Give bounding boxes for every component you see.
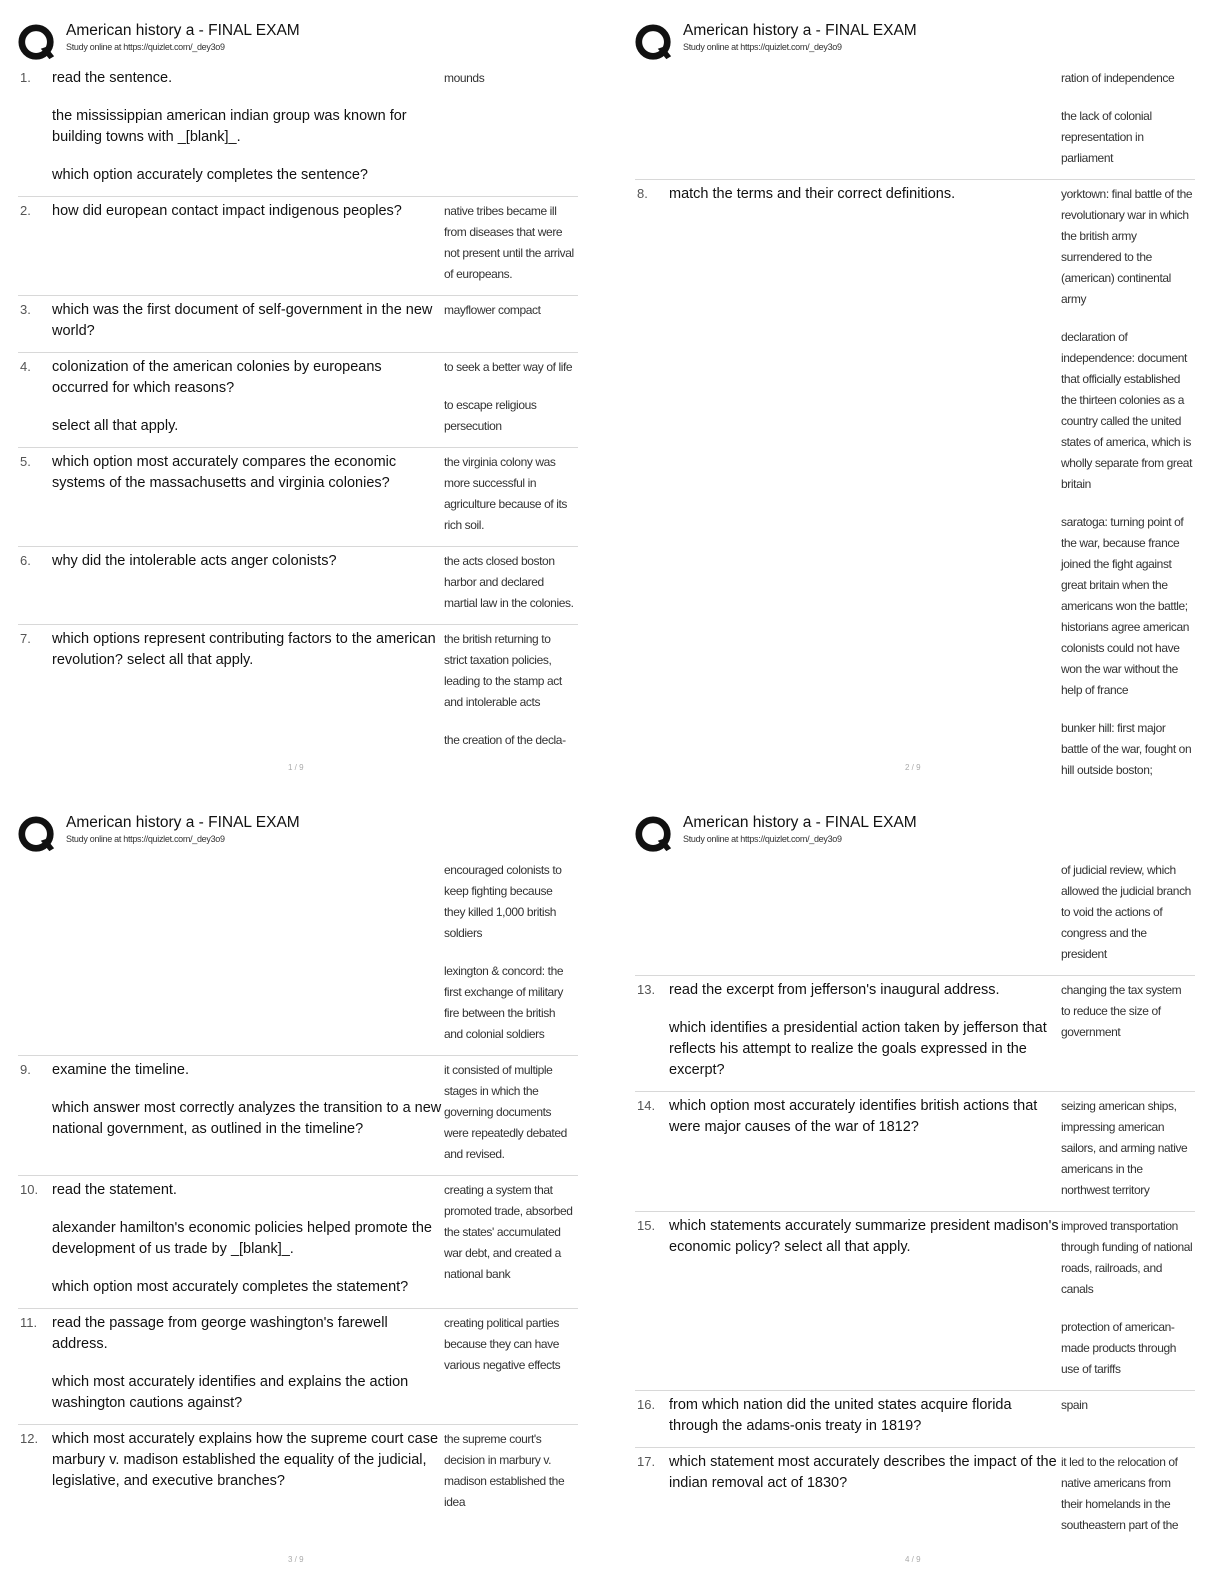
continued-answer [1059, 856, 1193, 975]
answer-text [442, 1056, 576, 1175]
continued-answer-row [18, 856, 578, 1055]
question-number: 5. [20, 454, 31, 469]
answer-paragraph: the creation of the decla- [444, 733, 566, 747]
question-paragraph: match the terms and their correct definitions. [669, 186, 956, 202]
question-number: 14. [637, 1098, 656, 1113]
question-paragraph: which answer most correctly analyzes the transition to a new national government, as outlined in the timeline? [52, 1100, 442, 1137]
question-text [52, 353, 442, 447]
question-number: 2. [20, 203, 31, 218]
page-title: American history a - FINAL EXAM [66, 814, 300, 831]
question-paragraph: which identifies a presidential action taken by jefferson that reflects his attempt to realize the goals expressed in the excerpt? [669, 1020, 1047, 1078]
question-paragraph: read the statement. [52, 1182, 177, 1198]
answer-paragraph: the british returning to strict taxation policies, leading to the stamp act and intolerable acts [444, 632, 562, 709]
question-row [18, 546, 578, 624]
question-row [635, 179, 1195, 791]
question-row [18, 624, 578, 761]
answer-text [1059, 976, 1193, 1091]
answer-paragraph: mounds [444, 71, 485, 85]
document-page-1 [18, 20, 578, 780]
answer-text [442, 547, 576, 624]
answer-text [442, 1425, 576, 1523]
page-header [18, 812, 578, 854]
page-title: American history a - FINAL EXAM [683, 22, 917, 39]
question-paragraph: read the excerpt from jefferson's inaugural address. [669, 982, 1000, 998]
question-row [18, 1175, 578, 1308]
question-row [635, 1447, 1195, 1546]
question-row [18, 64, 578, 196]
page-number: 2 / 9 [905, 763, 921, 772]
question-number: 9. [20, 1062, 31, 1077]
question-row [18, 1424, 578, 1523]
answer-text [442, 197, 576, 295]
question-paragraph: which option accurately completes the sentence? [52, 167, 368, 183]
question-paragraph: examine the timeline. [52, 1062, 190, 1078]
answer-paragraph: changing the tax system to reduce the size of government [1061, 983, 1182, 1039]
answer-paragraph: mayflower compact [444, 303, 541, 317]
question-text [669, 180, 1059, 791]
answer-paragraph: it consisted of multiple stages in which the governing documents were repeatedly debated and revised. [444, 1063, 567, 1161]
answer-text [1059, 180, 1193, 791]
question-number: 17. [637, 1454, 656, 1469]
answer-paragraph: yorktown: final battle of the revolutionary war in which the british army surrendered to the (american) continental army [1061, 187, 1193, 306]
question-text [52, 448, 442, 546]
answer-paragraph: seizing american ships, impressing american sailors, and arming native americans in the northwest territory [1061, 1099, 1188, 1197]
question-text [52, 547, 442, 624]
page-title: American history a - FINAL EXAM [683, 814, 917, 831]
quizlet-logo-icon [18, 816, 56, 854]
answer-text: ration of independence [1061, 71, 1175, 85]
question-number: 12. [20, 1431, 39, 1446]
answer-text [1059, 1212, 1193, 1390]
answer-paragraph: creating political parties because they can have various negative effects [444, 1316, 561, 1372]
question-row [18, 295, 578, 352]
question-row [18, 447, 578, 546]
question-text [52, 1176, 442, 1308]
page-subtitle: Study online at https://quizlet.com/_dey3o9 [683, 834, 842, 844]
page-header [635, 20, 1195, 62]
continued-answer-row [635, 856, 1195, 975]
answer-paragraph: native tribes became ill from diseases that were not present until the arrival of europeans. [444, 204, 574, 281]
answer-text: the lack of colonial representation in parliament [1061, 109, 1152, 165]
document-page-3 [18, 812, 578, 1572]
answer-paragraph: the acts closed boston harbor and declared martial law in the colonies. [444, 554, 574, 610]
question-number: 1. [20, 70, 31, 85]
page-number: 1 / 9 [288, 763, 304, 772]
question-paragraph: from which nation did the united states acquire florida through the adams-onis treaty in 1819? [669, 1397, 1012, 1434]
question-text [52, 1056, 442, 1175]
document-page-2 [635, 20, 1195, 780]
page-subtitle: Study online at https://quizlet.com/_dey3o9 [683, 42, 842, 52]
question-list [18, 64, 578, 761]
question-number: 6. [20, 553, 31, 568]
question-paragraph: which option most accurately completes the statement? [52, 1279, 409, 1295]
answer-paragraph: improved transportation through funding of national roads, railroads, and canals [1061, 1219, 1193, 1296]
question-text [669, 1092, 1059, 1211]
question-text [669, 1212, 1059, 1390]
page-subtitle: Study online at https://quizlet.com/_dey3o9 [66, 834, 225, 844]
question-paragraph: read the sentence. [52, 70, 173, 86]
question-list [18, 856, 578, 1523]
question-number: 15. [637, 1218, 656, 1233]
quizlet-logo-icon [18, 24, 56, 62]
answer-text [1059, 1391, 1193, 1447]
question-number: 11. [20, 1315, 38, 1330]
question-row [18, 352, 578, 447]
question-paragraph: which most accurately explains how the supreme court case marbury v. madison established the equality of the judicial, legislative, and executive branches? [52, 1431, 439, 1489]
answer-text [442, 448, 576, 546]
question-text [52, 296, 442, 352]
continued-answer [1059, 64, 1193, 179]
quizlet-logo-icon [635, 24, 673, 62]
answer-paragraph: saratoga: turning point of the war, because france joined the fight against great britain when the americans won the battle; historians agree american colonists could not have won the war without the help of france [1061, 515, 1190, 697]
question-paragraph: the mississippian american indian group was known for building towns with _[blank]_. [52, 108, 407, 145]
question-paragraph: colonization of the american colonies by europeans occurred for which reasons? [52, 359, 382, 396]
continued-answer-row [635, 64, 1195, 179]
answer-text [442, 64, 576, 196]
question-row [18, 1308, 578, 1424]
answer-text: of judicial review, which allowed the judicial branch to void the actions of congress and the president [1061, 863, 1191, 961]
question-text [52, 64, 442, 196]
answer-paragraph: spain [1061, 1398, 1088, 1412]
answer-text: encouraged colonists to keep fighting because they killed 1,000 british soldiers [444, 863, 562, 940]
page-header [635, 812, 1195, 854]
question-paragraph: which statement most accurately describes the impact of the indian removal act of 1830? [669, 1454, 1057, 1491]
question-text [52, 1309, 442, 1424]
question-number: 8. [637, 186, 648, 201]
question-list [635, 856, 1195, 1546]
answer-paragraph: bunker hill: first major battle of the war, fought on hill outside boston; [1061, 721, 1192, 777]
question-paragraph: alexander hamilton's economic policies helped promote the development of us trade by _[blank]_. [52, 1220, 432, 1257]
answer-text [1059, 1448, 1193, 1546]
question-paragraph: which statements accurately summarize president madison's economic policy? select all that apply. [669, 1218, 1059, 1255]
question-paragraph: which options represent contributing factors to the american revolution? select all that apply. [52, 631, 436, 668]
answer-text [1059, 1092, 1193, 1211]
answer-text: lexington & concord: the first exchange of military fire between the british and colonial soldiers [444, 964, 564, 1041]
question-paragraph: which was the first document of self-government in the new world? [52, 302, 433, 339]
answer-paragraph: creating a system that promoted trade, absorbed the states' accumulated war debt, and created a national bank [444, 1183, 573, 1281]
question-number: 4. [20, 359, 31, 374]
question-paragraph: which most accurately identifies and explains the action washington cautions against? [52, 1374, 409, 1411]
question-number: 3. [20, 302, 31, 317]
continued-answer [442, 856, 576, 1055]
answer-paragraph: it led to the relocation of native americans from their homelands in the southeastern part of the [1061, 1455, 1179, 1532]
page-subtitle: Study online at https://quizlet.com/_dey3o9 [66, 42, 225, 52]
question-text [52, 197, 442, 295]
document-page-4 [635, 812, 1195, 1572]
question-row [18, 196, 578, 295]
question-paragraph: which option most accurately identifies british actions that were major causes of the war of 1812? [669, 1098, 1038, 1135]
question-text [52, 1425, 442, 1523]
question-paragraph: how did european contact impact indigenous peoples? [52, 203, 402, 219]
answer-text [442, 625, 576, 761]
question-row [635, 1211, 1195, 1390]
page-number: 3 / 9 [288, 1555, 304, 1564]
answer-paragraph: protection of american-made products through use of tariffs [1061, 1320, 1177, 1376]
answer-text [442, 353, 576, 447]
page-title: American history a - FINAL EXAM [66, 22, 300, 39]
answer-paragraph: to escape religious persecution [444, 398, 537, 433]
question-number: 10. [20, 1182, 39, 1197]
page-number: 4 / 9 [905, 1555, 921, 1564]
question-row [635, 1091, 1195, 1211]
question-row [635, 975, 1195, 1091]
question-paragraph: which option most accurately compares the economic systems of the massachusetts and virginia colonies? [52, 454, 397, 491]
answer-paragraph: to seek a better way of life [444, 360, 573, 374]
answer-paragraph: the virginia colony was more successful in agriculture because of its rich soil. [444, 455, 568, 532]
question-text [669, 1391, 1059, 1447]
answer-text [442, 1309, 576, 1424]
question-text [669, 1448, 1059, 1546]
answer-paragraph: declaration of independence: document that officially established the thirteen colonies as a country called the united states of america, which is wholly separate from great britain [1061, 330, 1192, 491]
question-text [52, 625, 442, 761]
answer-paragraph: the supreme court's decision in marbury v. madison established the idea [444, 1432, 565, 1509]
question-number: 7. [20, 631, 31, 646]
question-number: 13. [637, 982, 656, 997]
question-paragraph: select all that apply. [52, 418, 179, 434]
question-paragraph: why did the intolerable acts anger colonists? [52, 553, 337, 569]
page-header [18, 20, 578, 62]
question-paragraph: read the passage from george washington's farewell address. [52, 1315, 388, 1352]
question-row [635, 1390, 1195, 1447]
answer-text [442, 1176, 576, 1308]
question-number: 16. [637, 1397, 656, 1412]
question-row [18, 1055, 578, 1175]
quizlet-logo-icon [635, 816, 673, 854]
answer-text [442, 296, 576, 352]
question-text [669, 976, 1059, 1091]
question-list [635, 64, 1195, 791]
